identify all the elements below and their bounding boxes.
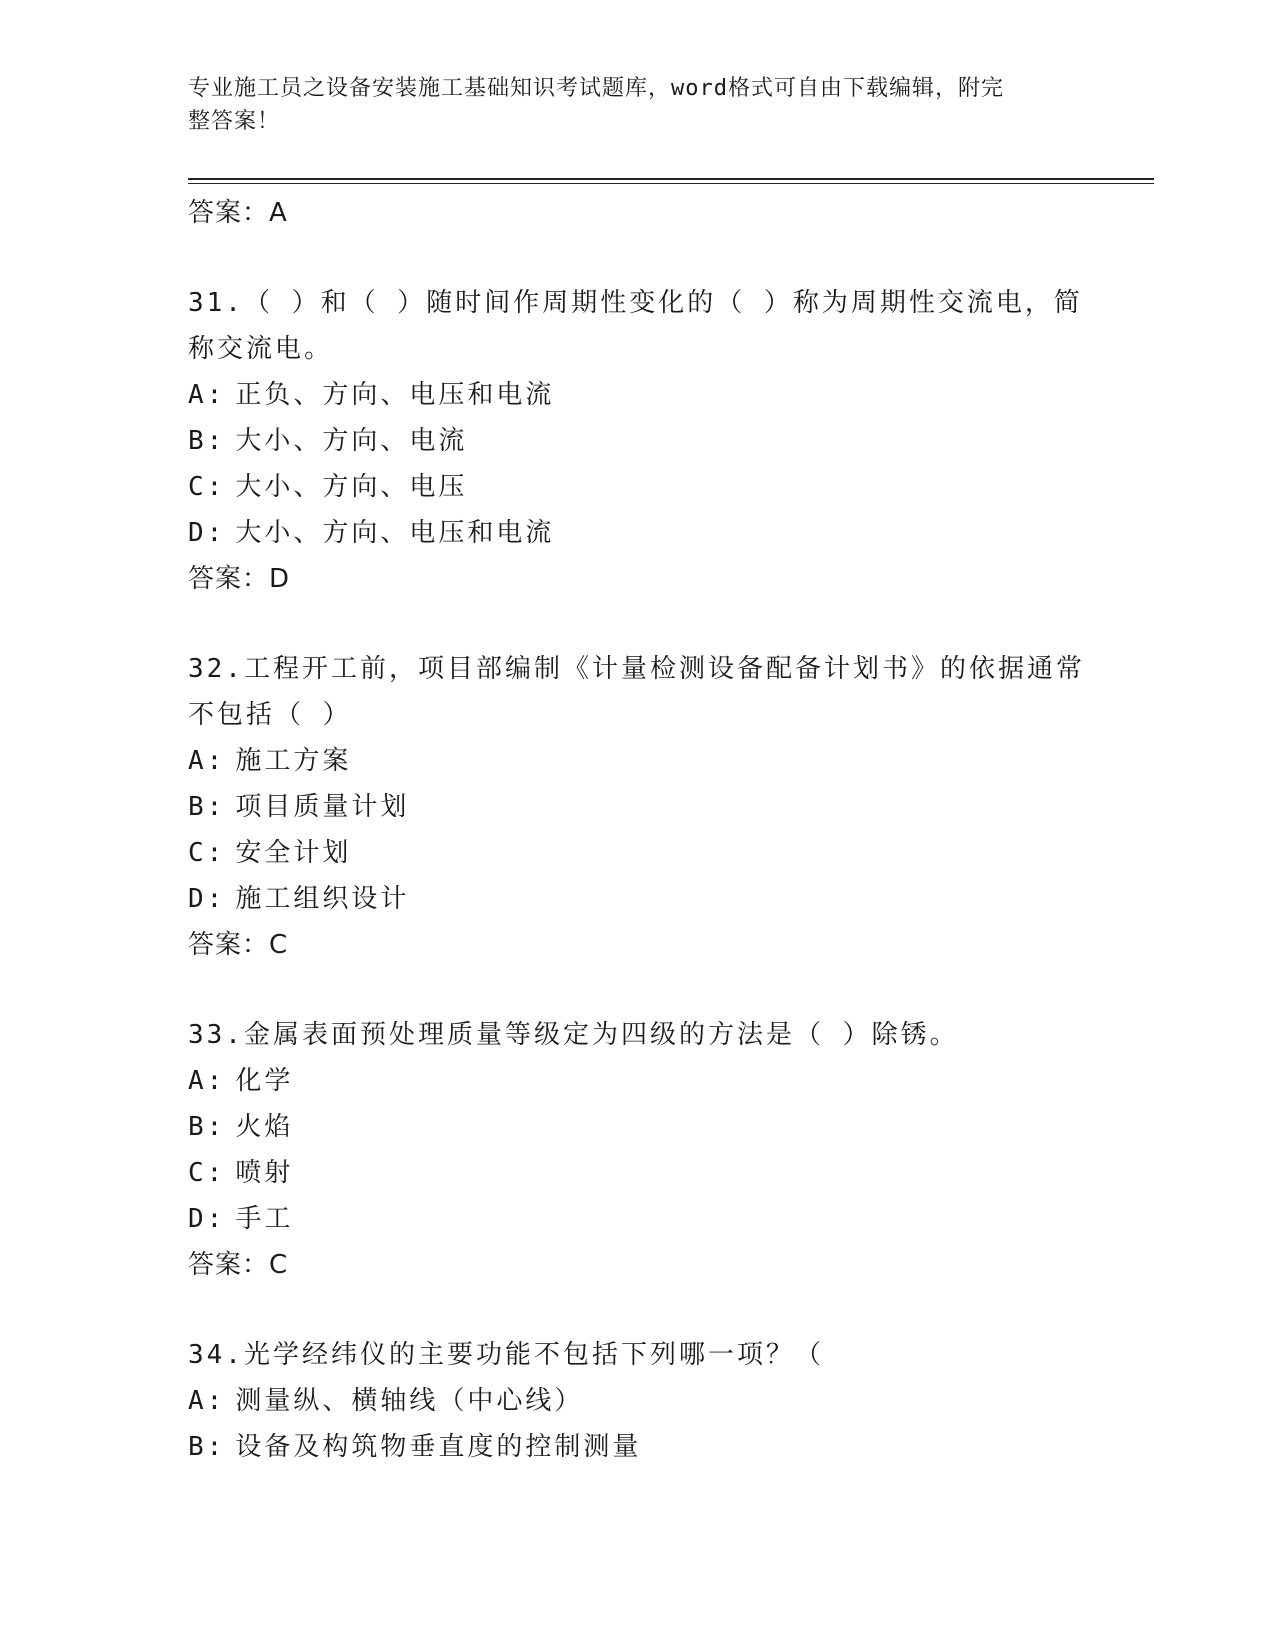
option-d: [188, 1196, 1088, 1242]
option-b: [188, 1424, 1088, 1470]
option-a: [188, 1378, 1088, 1424]
answer-label: 答案：: [188, 1250, 270, 1280]
option-text: 化学: [235, 1066, 294, 1096]
option-letter: B:: [188, 1112, 226, 1142]
option-text: 大小、方向、电压和电流: [235, 518, 555, 548]
option-text: 大小、方向、电压: [235, 472, 468, 502]
question-stem: [188, 280, 1088, 372]
question-stem-line-2: 不包括（ ）: [188, 700, 352, 730]
question-33: [188, 1012, 1088, 1288]
header-line-1: 专业施工员之设备安装施工基础知识考试题库，word格式可自由下载编辑，附完: [188, 76, 1004, 101]
header-divider-thick: [188, 178, 1154, 180]
answer-label: 答案：: [188, 198, 270, 228]
option-text: 项目质量计划: [235, 792, 410, 822]
option-text: 施工组织设计: [235, 884, 410, 914]
option-c: [188, 830, 1088, 876]
option-letter: A:: [188, 1066, 226, 1096]
option-text: 正负、方向、电压和电流: [235, 380, 555, 410]
option-c: [188, 1150, 1088, 1196]
option-d: [188, 510, 1088, 556]
question-stem-line-2: 称交流电。: [188, 334, 334, 364]
option-b: [188, 1104, 1088, 1150]
question-34: [188, 1332, 1088, 1470]
answer-value: A: [269, 198, 288, 228]
option-letter: A:: [188, 746, 226, 776]
header-divider-thin: [188, 183, 1154, 184]
option-letter: D:: [188, 1204, 226, 1234]
question-answer: [188, 1242, 1088, 1288]
option-text: 手工: [235, 1204, 294, 1234]
option-d: [188, 876, 1088, 922]
question-31: [188, 280, 1088, 602]
question-stem-line-1: 34.光学经纬仪的主要功能不包括下列哪一项？（: [188, 1340, 824, 1370]
option-text: 喷射: [235, 1158, 294, 1188]
question-answer: [188, 922, 1088, 968]
option-text: 安全计划: [235, 838, 352, 868]
option-c: [188, 464, 1088, 510]
question-32: [188, 646, 1088, 968]
option-letter: D:: [188, 518, 226, 548]
question-stem: [188, 1332, 1088, 1378]
header-line-2: 整答案！: [188, 109, 281, 134]
option-b: [188, 784, 1088, 830]
option-letter: D:: [188, 884, 226, 914]
option-text: 测量纵、横轴线（中心线）: [235, 1386, 584, 1416]
question-answer: [188, 556, 1088, 602]
option-letter: B:: [188, 1432, 226, 1462]
option-letter: B:: [188, 792, 226, 822]
option-letter: A:: [188, 1386, 226, 1416]
document-header: [188, 72, 1068, 138]
answer-label: 答案：: [188, 564, 270, 594]
option-a: [188, 738, 1088, 784]
option-b: [188, 418, 1088, 464]
option-text: 火焰: [235, 1112, 294, 1142]
question-list: [188, 190, 1088, 1470]
option-a: [188, 372, 1088, 418]
option-letter: A:: [188, 380, 226, 410]
answer-label: 答案：: [188, 930, 270, 960]
option-letter: B:: [188, 426, 226, 456]
answer-value: C: [269, 930, 289, 960]
option-text: 大小、方向、电流: [235, 426, 468, 456]
option-letter: C:: [188, 838, 226, 868]
answer-value: D: [269, 564, 291, 594]
option-letter: C:: [188, 472, 226, 502]
question-stem-line-1: 32.工程开工前，项目部编制《计量检测设备配备计划书》的依据通常: [188, 654, 1085, 684]
question-stem-line-1: 33.金属表面预处理质量等级定为四级的方法是（ ）除锈。: [188, 1020, 959, 1050]
option-text: 施工方案: [235, 746, 352, 776]
question-stem: [188, 646, 1088, 738]
previous-answer: [188, 190, 1088, 236]
option-a: [188, 1058, 1088, 1104]
option-text: 设备及构筑物垂直度的控制测量: [235, 1432, 642, 1462]
question-stem: [188, 1012, 1088, 1058]
question-stem-line-1: 31.（ ）和（ ）随时间作周期性变化的（ ）称为周期性交流电，简: [188, 288, 1083, 318]
answer-value: C: [269, 1250, 289, 1280]
option-letter: C:: [188, 1158, 226, 1188]
